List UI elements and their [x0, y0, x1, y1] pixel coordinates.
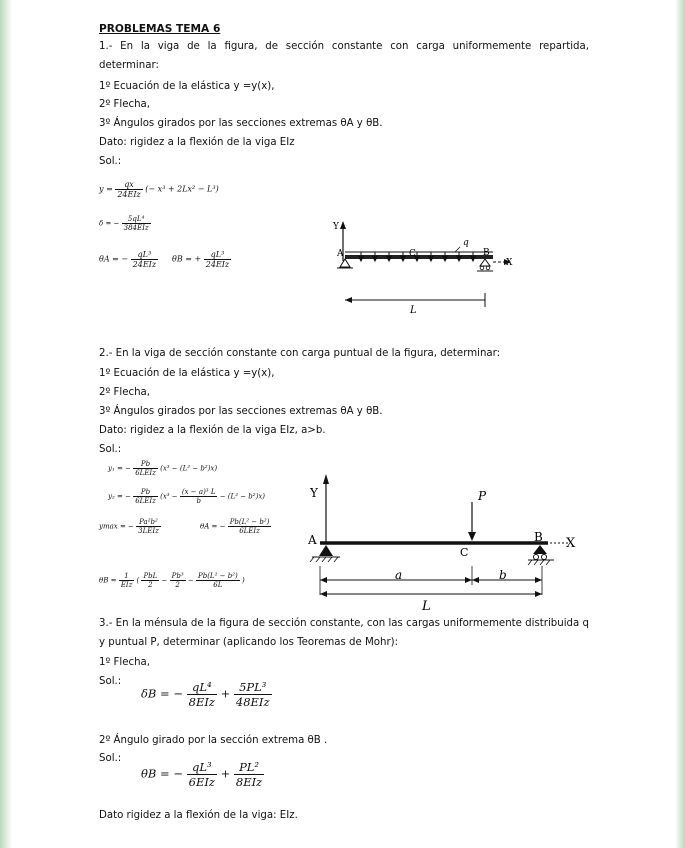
p2-formula-theta-a: θA = − $\frac{\text{Pb(L² − b²)}}{\text{6LEIz}}$: [200, 518, 270, 535]
p2-support-b: [533, 545, 547, 554]
p2-formula-theta-b: θB = $\frac{1}{\text{EIz}}$ ( $\frac{\text{PbL}}{2}$ − $\frac{\text{Pb³}}{2}$ − $\frac{\text{Pb(L² − b²)}}{6L}$ ): [99, 572, 245, 589]
problem3-item1: 1º Flecha,: [99, 657, 151, 668]
problem3-sol2: Sol.:: [99, 753, 122, 764]
p1-formula-theta-a: θA = − $\frac{\text{qL³}}{\text{24EIz}}$: [99, 250, 157, 269]
p1-formula-deflection: δ = − $\frac{\text{5qL⁴}}{\text{384EIz}}$: [99, 215, 149, 232]
p1-formula-elastic: y = $\frac{qx}{\text{24EIz}}$ (− x³ + 2Lx² − L³): [99, 180, 219, 199]
p2-p-label: P: [478, 489, 487, 503]
p2-b-length-label: b: [499, 568, 507, 582]
p1-a-label: A: [337, 249, 344, 259]
left-frame: [0, 0, 12, 848]
p2-formula-y1: y₁ = − $\frac{Pb}{\text{6LEIz}}$ (x³ − (L² − b²)x): [108, 460, 218, 477]
p2-formula-y2: y₂ = − $\frac{Pb}{\text{6LEIz}}$ (x³ − $\frac{\text{(x − a)³ L}}{b}$ − (L² − b²)x): [108, 488, 266, 505]
p2-formula-ymax: ymax = − $\frac{\text{Pa²b²}}{\text{3LEIz}}$: [99, 518, 159, 535]
problem2-item1: 1º Ecuación de la elástica y =y(x),: [99, 368, 275, 379]
p1-y-label: Y: [333, 222, 339, 232]
problem2-sol: Sol.:: [99, 444, 122, 455]
p1-beam-figure: [325, 215, 525, 320]
problem1-intro: 1.- En la viga de la figura, de sección constante con carga uniformemente repartida, determinar:: [99, 41, 589, 71]
p1-c-label: C: [409, 249, 416, 259]
p3-formula-deflection: δB = − $\frac{\text{qL⁴}}{\text{8EIz}}$ + $\frac{\text{5PL³}}{\text{48EIz}}$: [141, 680, 270, 709]
problem3-dato: Dato rigidez a la flexión de la viga: EIz.: [99, 810, 298, 821]
problem3-item2: 2º Ángulo girado por la sección extrema θB .: [99, 735, 328, 746]
problem2-item3: 3º Ángulos girados por las secciones extremas θA y θB.: [99, 406, 383, 417]
p1-b-label: B: [483, 248, 490, 258]
p1-distributed-load: [359, 252, 476, 261]
problem3-sol1: Sol.:: [99, 676, 122, 687]
problem3-intro: 3.- En la ménsula de la figura de sección constante, con las cargas uniformemente distribuida q y puntual P, determinar (aplicando los Teoremas de Mohr):: [99, 618, 589, 648]
p1-formula-theta-b: θB = + $\frac{\text{qL³}}{\text{24EIz}}$: [172, 250, 230, 269]
problem1-item2: 2º Flecha,: [99, 99, 151, 110]
p1-l-label: L: [410, 305, 417, 316]
problem1-sol: Sol.:: [99, 156, 122, 167]
p2-l-label: L: [422, 599, 431, 614]
p3-formula-angle: θB = − $\frac{\text{qL³}}{\text{6EIz}}$ + $\frac{\text{PL²}}{\text{8EIz}}$: [141, 760, 263, 789]
problem1-item1: 1º Ecuación de la elástica y =y(x),: [99, 81, 275, 92]
problem2-dato: Dato: rigidez a la flexión de la viga EIz, a>b.: [99, 425, 326, 436]
p2-support-a: [319, 545, 333, 556]
p1-x-label: X: [506, 258, 513, 268]
right-frame: [675, 0, 685, 848]
p2-b-label: B: [534, 530, 543, 544]
p2-x-label: X: [566, 536, 576, 551]
p1-q-label: q: [463, 238, 469, 248]
p1-support-b: [480, 259, 490, 266]
page-title: PROBLEMAS TEMA 6: [99, 23, 221, 35]
problem1-item3: 3º Ángulos girados por las secciones extremas θA y θB.: [99, 118, 383, 129]
p1-support-a: [340, 259, 350, 267]
p2-a-label: A: [308, 533, 317, 547]
p2-y-label: Y: [310, 486, 318, 500]
problem2-intro: 2.- En la viga de sección constante con carga puntual de la figura, determinar:: [99, 348, 501, 359]
p2-beam-figure: [300, 470, 595, 615]
problem1-dato: Dato: rigidez a la flexión de la viga EIz: [99, 137, 295, 148]
problem2-item2: 2º Flecha,: [99, 387, 151, 398]
p2-a-length-label: a: [395, 568, 403, 582]
p2-c-label: C: [460, 546, 469, 559]
